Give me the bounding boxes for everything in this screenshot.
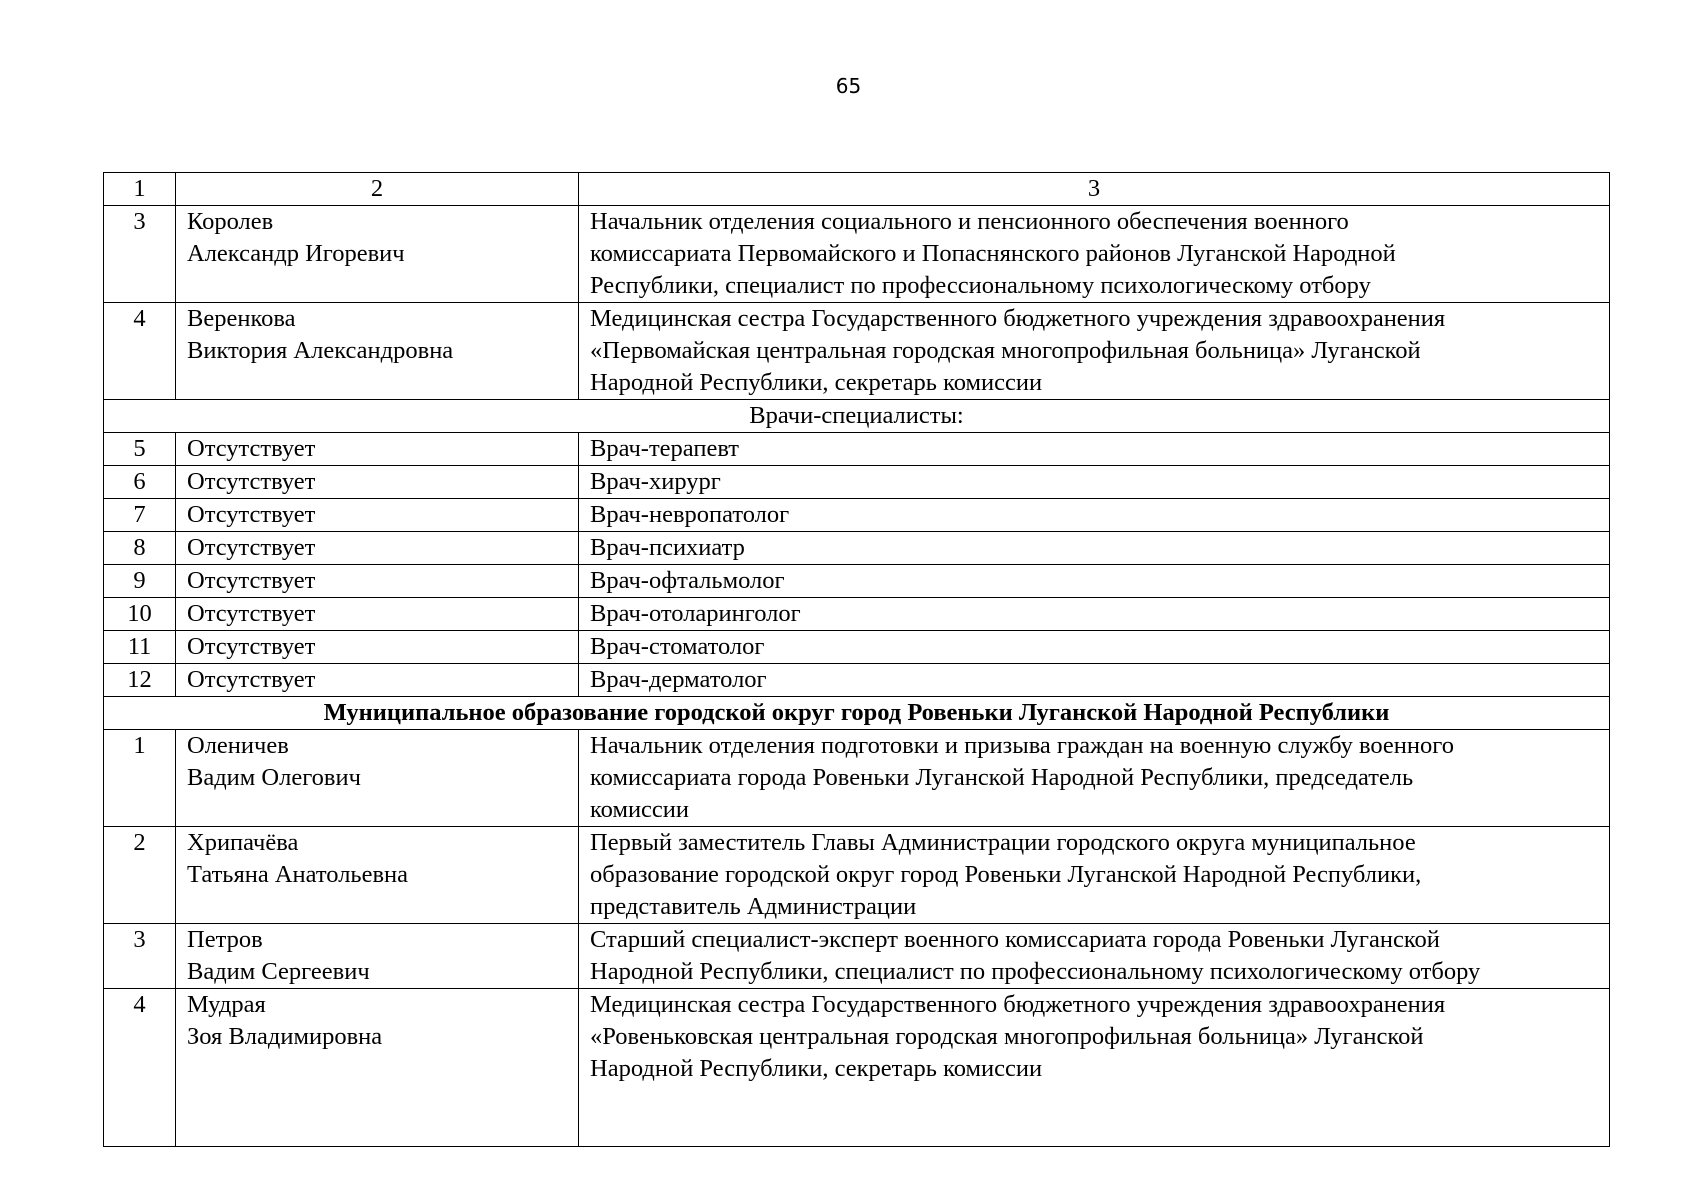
table-row <box>104 565 1610 598</box>
member-name <box>176 989 579 1147</box>
member-name: Отсутствует <box>176 565 579 598</box>
role-line: «Ровеньковская центральная городская многопрофильная больница» Луганской <box>590 1023 1424 1050</box>
row-number: 9 <box>104 565 176 598</box>
member-role <box>579 924 1610 989</box>
role-line: Народной Республики, секретарь комиссии <box>590 1055 1043 1082</box>
member-given-names: Виктория Александровна <box>187 337 454 364</box>
member-name: Отсутствует <box>176 664 579 697</box>
role-line: Народной Республики, специалист по профессиональному психологическому отбору <box>590 958 1481 985</box>
member-name: Отсутствует <box>176 631 579 664</box>
row-number: 2 <box>104 827 176 924</box>
member-name: Отсутствует <box>176 499 579 532</box>
member-role <box>579 827 1610 924</box>
table-header-row <box>104 173 1610 206</box>
member-role: Врач-офтальмолог <box>579 565 1610 598</box>
table-row <box>104 664 1610 697</box>
table-row <box>104 631 1610 664</box>
member-role: Врач-стоматолог <box>579 631 1610 664</box>
row-number: 4 <box>104 989 176 1147</box>
role-line: «Первомайская центральная городская многопрофильная больница» Луганской <box>590 337 1421 364</box>
header-cell-1: 1 <box>104 173 176 206</box>
table-row <box>104 924 1610 989</box>
member-name: Отсутствует <box>176 598 579 631</box>
member-given-names: Татьяна Анатольевна <box>187 861 409 888</box>
row-number: 3 <box>104 924 176 989</box>
row-number: 8 <box>104 532 176 565</box>
members-table <box>103 172 1610 1147</box>
row-number: 7 <box>104 499 176 532</box>
member-role <box>579 730 1610 827</box>
role-line: Медицинская сестра Государственного бюджетного учреждения здравоохранения <box>590 305 1446 332</box>
member-role: Врач-психиатр <box>579 532 1610 565</box>
role-line: Медицинская сестра Государственного бюджетного учреждения здравоохранения <box>590 991 1446 1018</box>
header-cell-2: 2 <box>176 173 579 206</box>
member-given-names: Вадим Олегович <box>187 764 361 791</box>
table-row <box>104 598 1610 631</box>
table-row <box>104 989 1610 1147</box>
municipality-heading-row <box>104 697 1610 730</box>
role-line: Республики, специалист по профессиональному психологическому отбору <box>590 272 1371 299</box>
member-name <box>176 924 579 989</box>
table-row <box>104 730 1610 827</box>
member-surname: Веренкова <box>187 305 296 332</box>
role-line: Старший специалист-эксперт военного комиссариата города Ровеньки Луганской <box>590 926 1440 953</box>
header-cell-3: 3 <box>579 173 1610 206</box>
role-line: Народной Республики, секретарь комиссии <box>590 369 1043 396</box>
member-role <box>579 206 1610 303</box>
row-number: 4 <box>104 303 176 400</box>
member-given-names: Зоя Владимировна <box>187 1023 383 1050</box>
table-row <box>104 827 1610 924</box>
member-surname: Мудрая <box>187 991 266 1018</box>
row-number: 1 <box>104 730 176 827</box>
table-row <box>104 433 1610 466</box>
member-name <box>176 827 579 924</box>
row-number: 6 <box>104 466 176 499</box>
member-role: Врач-хирург <box>579 466 1610 499</box>
table-row <box>104 206 1610 303</box>
role-line: представитель Администрации <box>590 893 917 920</box>
member-role <box>579 989 1610 1147</box>
row-number: 5 <box>104 433 176 466</box>
member-surname: Петров <box>187 926 263 953</box>
role-line: комиссариата города Ровеньки Луганской Народной Республики, председатель <box>590 764 1414 791</box>
municipality-heading: Муниципальное образование городской округ город Ровеньки Луганской Народной Республики <box>104 697 1610 730</box>
role-line: комиссариата Первомайского и Попаснянского районов Луганской Народной <box>590 240 1396 267</box>
member-name: Отсутствует <box>176 532 579 565</box>
member-name <box>176 303 579 400</box>
specialists-heading-row <box>104 400 1610 433</box>
member-name <box>176 206 579 303</box>
row-number: 10 <box>104 598 176 631</box>
member-surname: Королев <box>187 208 274 235</box>
member-surname: Хрипачёва <box>187 829 299 856</box>
member-given-names: Вадим Сергеевич <box>187 958 370 985</box>
member-name: Отсутствует <box>176 433 579 466</box>
role-line: Начальник отделения подготовки и призыва граждан на военную службу военного <box>590 732 1454 759</box>
role-line: Первый заместитель Главы Администрации городского округа муниципальное <box>590 829 1416 856</box>
member-role: Врач-терапевт <box>579 433 1610 466</box>
role-line: комиссии <box>590 796 690 823</box>
member-role <box>579 303 1610 400</box>
member-role: Врач-дерматолог <box>579 664 1610 697</box>
table-row <box>104 499 1610 532</box>
member-given-names: Александр Игоревич <box>187 240 405 267</box>
table-row <box>104 466 1610 499</box>
member-name <box>176 730 579 827</box>
row-number: 12 <box>104 664 176 697</box>
role-line: образование городской округ город Ровеньки Луганской Народной Республики, <box>590 861 1422 888</box>
page-number: 65 <box>835 74 862 98</box>
role-line: Начальник отделения социального и пенсионного обеспечения военного <box>590 208 1349 235</box>
table-row <box>104 303 1610 400</box>
member-surname: Оленичев <box>187 732 289 759</box>
row-number: 3 <box>104 206 176 303</box>
row-number: 11 <box>104 631 176 664</box>
member-role: Врач-невропатолог <box>579 499 1610 532</box>
table-row <box>104 532 1610 565</box>
member-role: Врач-отоларинголог <box>579 598 1610 631</box>
member-name: Отсутствует <box>176 466 579 499</box>
specialists-heading: Врачи-специалисты: <box>104 400 1610 433</box>
